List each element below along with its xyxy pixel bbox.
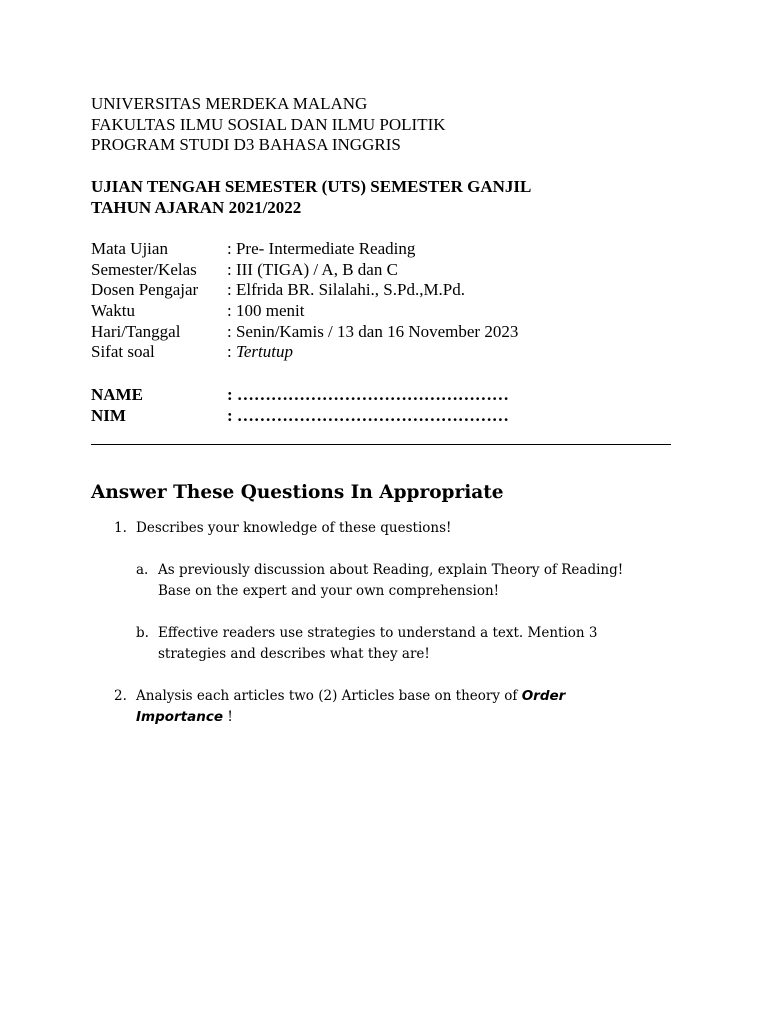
question-2 xyxy=(114,686,566,728)
sub-question-line-2: strategies and describes what they are! xyxy=(158,646,430,662)
info-label: Hari/Tanggal xyxy=(91,321,181,341)
faculty-name: FAKULTAS ILMU SOSIAL DAN ILMU POLITIK xyxy=(91,114,446,134)
sub-question-line-1: As previously discussion about Reading, explain Theory of Reading! xyxy=(158,562,624,578)
program-name: PROGRAM STUDI D3 BAHASA INGGRIS xyxy=(91,135,401,154)
info-value-italic: Tertutup xyxy=(235,342,293,362)
info-value: : III (TIGA) / A, B dan C xyxy=(227,259,398,279)
question-text-line-1 xyxy=(136,686,565,707)
question-text: Analysis each articles two (2) Articles base on theory of xyxy=(136,688,522,704)
sub-question-letter: a. xyxy=(136,562,149,578)
exam-title-line-2: TAHUN AJARAN 2021/2022 xyxy=(91,197,302,217)
question-text-line-2 xyxy=(136,707,565,728)
info-label: Mata Ujian xyxy=(91,239,168,258)
info-value-prefix: : xyxy=(227,342,236,362)
sub-question-letter: b. xyxy=(136,625,149,641)
student-name-field: : ………………………………………… xyxy=(227,385,509,404)
question-number: 1. xyxy=(114,520,127,536)
student-nim-field: : ………………………………………… xyxy=(227,405,509,425)
student-nim-label: NIM xyxy=(91,405,126,425)
info-label: Waktu xyxy=(91,301,135,321)
info-label: Semester/Kelas xyxy=(91,259,197,279)
question-number: 2. xyxy=(114,688,127,704)
sub-question-line-2: Base on the expert and your own comprehension! xyxy=(158,583,500,599)
question-text: Describes your knowledge of these questions! xyxy=(136,520,452,536)
info-label: Sifat soal xyxy=(91,342,155,362)
question-text-suffix: ! xyxy=(223,709,233,725)
info-value xyxy=(227,342,293,363)
question-1a xyxy=(136,560,624,602)
emphasized-term: Order xyxy=(521,688,566,704)
institution-header xyxy=(91,94,691,156)
question-1 xyxy=(114,518,452,539)
question-1b xyxy=(136,623,598,665)
info-value: : 100 menit xyxy=(227,301,305,321)
info-value: : Pre- Intermediate Reading xyxy=(227,239,416,258)
horizontal-divider xyxy=(91,444,671,445)
university-name: UNIVERSITAS MERDEKA MALANG xyxy=(91,94,368,113)
info-label: Dosen Pengajar xyxy=(91,280,199,300)
questions-heading: Answer These Questions In Appropriate xyxy=(91,482,504,503)
info-value: : Senin/Kamis / 13 dan 16 November 2023 xyxy=(227,321,519,341)
sub-question-line-1: Effective readers use strategies to understand a text. Mention 3 xyxy=(158,625,598,641)
exam-title-line-1: UJIAN TENGAH SEMESTER (UTS) SEMESTER GANJIL xyxy=(91,177,532,196)
emphasized-term: Importance xyxy=(136,709,224,725)
student-name-label: NAME xyxy=(91,385,143,404)
exam-title xyxy=(91,177,531,218)
info-value: : Elfrida BR. Silalahi., S.Pd.,M.Pd. xyxy=(227,280,466,300)
